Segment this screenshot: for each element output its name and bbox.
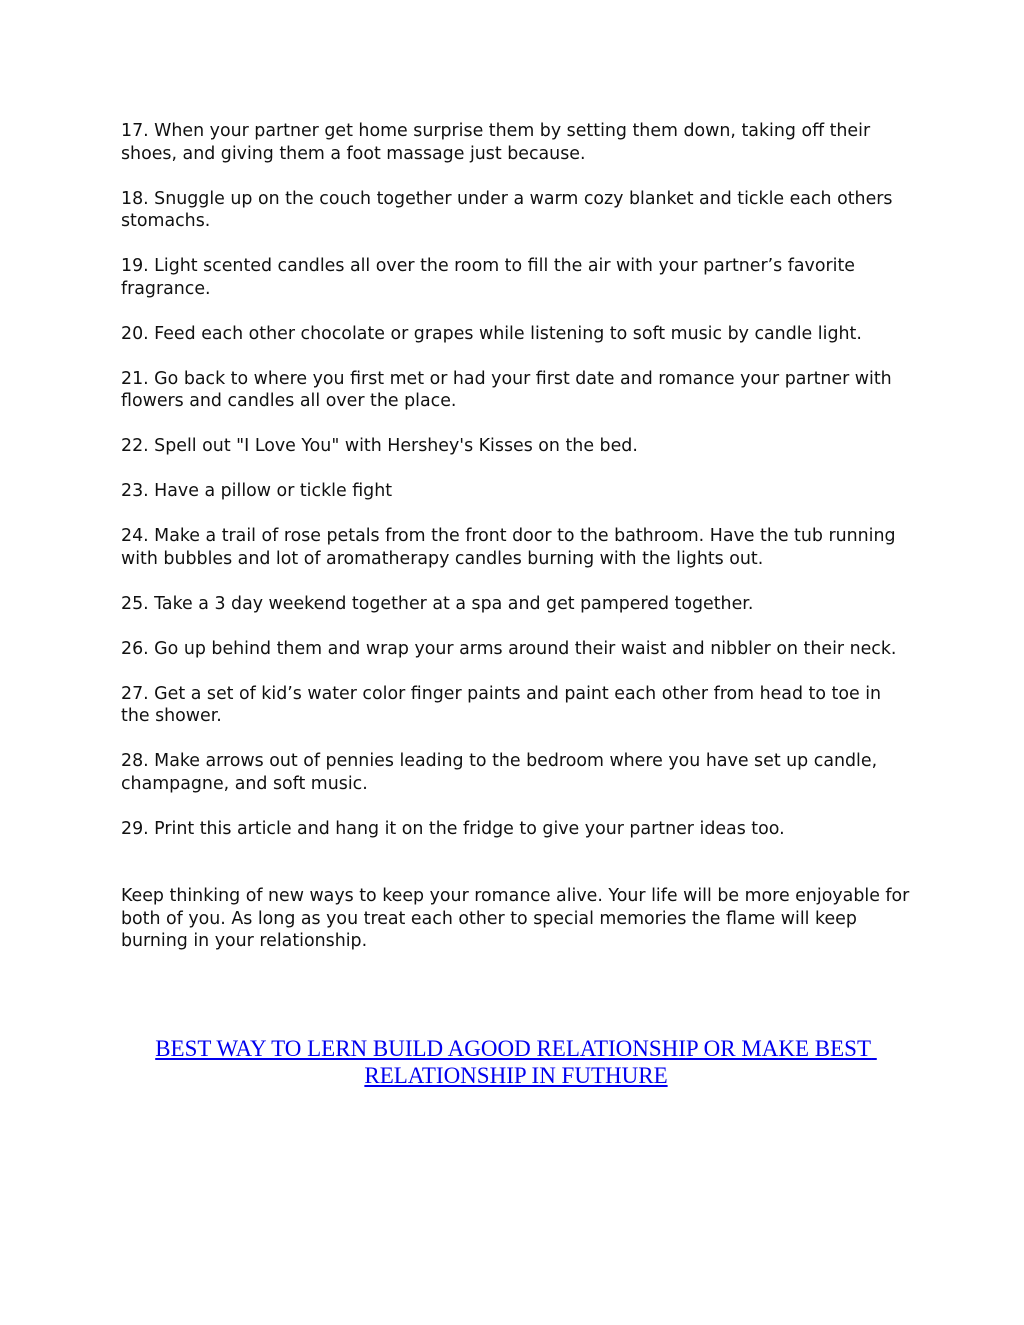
tip-20: 20. Feed each other chocolate or grapes while listening to soft music by candle light. [121, 323, 862, 344]
article-body [121, 120, 911, 953]
tip-18: 18. Snuggle up on the couch together under a warm cozy blanket and tickle each others stomachs. [121, 188, 893, 231]
tip-17: 17. When your partner get home surprise them by setting them down, taking off their shoes, and giving them a foot massage just because. [121, 121, 871, 164]
relationship-link-line-2: RELATIONSHIP IN FUTHURE [364, 1063, 668, 1088]
tip-27: 27. Get a set of kid’s water color finger paints and paint each other from head to toe in the shower. [121, 683, 882, 726]
tip-25: 25. Take a 3 day weekend together at a spa and get pampered together. [121, 593, 754, 614]
tip-22: 22. Spell out "I Love You" with Hershey's Kisses on the bed. [121, 436, 638, 456]
tip-23: 23. Have a pillow or tickle fight [121, 481, 393, 501]
tip-21: 21. Go back to where you first met or had your first date and romance your partner with flowers and candles all over the place. [121, 368, 892, 411]
closing-paragraph: Keep thinking of new ways to keep your romance alive. Your life will be more enjoyable for both of you. As long as you treat each other to special memories the flame will keep burning in your relationship. [121, 886, 910, 951]
tip-24: 24. Make a trail of rose petals from the front door to the bathroom. Have the tub running with bubbles and lot of aromatherapy candles burning with the lights out. [121, 526, 896, 569]
tip-29: 29. Print this article and hang it on the fridge to give your partner ideas too. [121, 818, 785, 839]
relationship-link[interactable] [155, 1036, 877, 1088]
tip-26: 26. Go up behind them and wrap your arms around their waist and nibbler on their neck. [121, 638, 897, 659]
relationship-link-line-1: BEST WAY TO LERN BUILD AGOOD RELATIONSHIP OR MAKE BEST [155, 1036, 872, 1061]
tip-19: 19. Light scented candles all over the room to fill the air with your partner’s favorite fragrance. [121, 256, 855, 299]
relationship-link-block [121, 1035, 911, 1089]
tip-28: 28. Make arrows out of pennies leading to the bedroom where you have set up candle, champagne, and soft music. [121, 751, 878, 794]
